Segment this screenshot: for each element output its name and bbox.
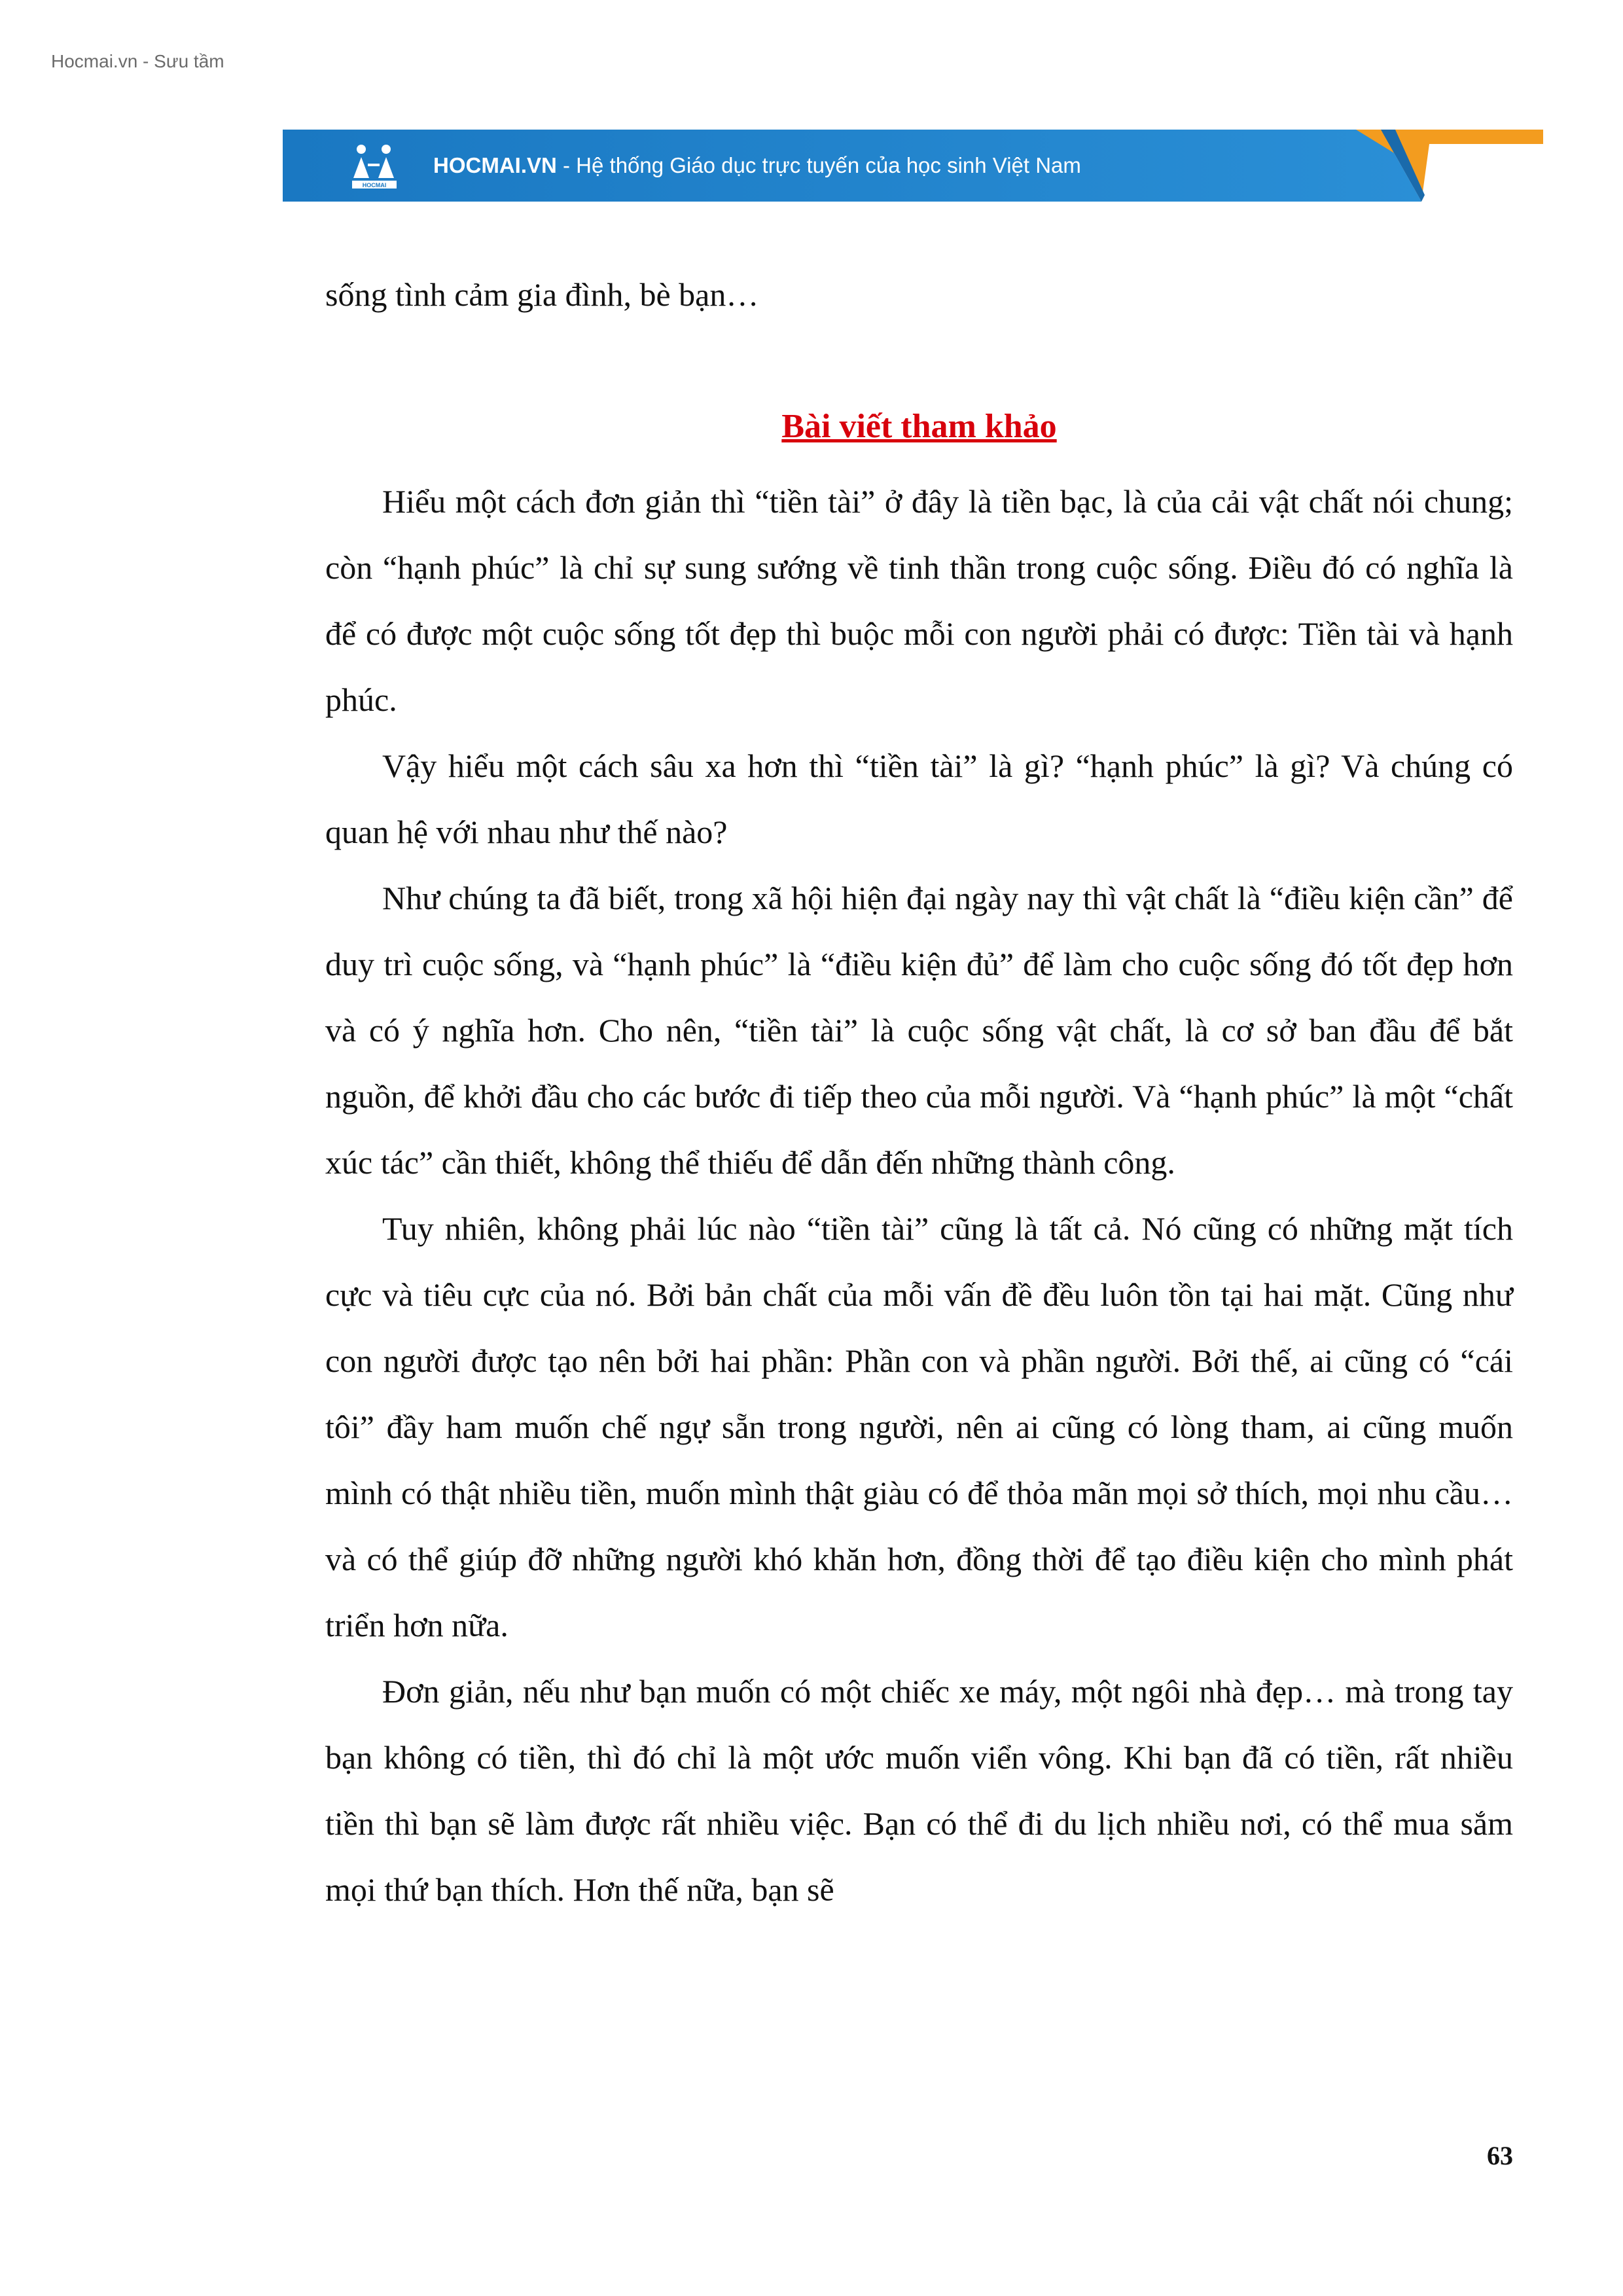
- continuation-block: [325, 262, 1513, 328]
- page-number: 63: [1487, 2141, 1513, 2170]
- continuation-line: sống tình cảm gia đình, bè bạn…: [325, 276, 759, 313]
- svg-text:HOCMAI: HOCMAI: [362, 182, 387, 188]
- paragraph: Đơn giản, nếu như bạn muốn có một chiếc xe máy, một ngôi nhà đẹp… mà trong tay bạn không có tiền, thì đó chỉ là một ước muốn viển vông. Khi bạn đã có tiền, rất nhiều tiền thì bạn sẽ làm được rất nhiều việc. Bạn có thể đi du lịch nhiều nơi, có thể mua sắm mọi thứ bạn thích. Hơn thế nữa, bạn sẽ: [325, 1673, 1513, 1908]
- header-banner: [283, 130, 1543, 202]
- paragraph: Vậy hiểu một cách sâu xa hơn thì “tiền tài” là gì? “hạnh phúc” là gì? Và chúng có quan hệ với nhau như thế nào?: [325, 747, 1513, 850]
- banner-text: [433, 130, 1081, 202]
- article-body: [325, 469, 1513, 1923]
- source-note: Hocmai.vn - Sưu tầm: [51, 51, 224, 71]
- paragraph: Hiểu một cách đơn giản thì “tiền tài” ở đây là tiền bạc, là của cải vật chất nói chung; còn “hạnh phúc” là chỉ sự sung sướng về tinh thần trong cuộc sống. Điều đó có nghĩa là để có được một cuộc sống tốt đẹp thì buộc mỗi con người phải có được: Tiền tài và hạnh phúc.: [325, 483, 1513, 718]
- brand-name: HOCMAI.VN: [433, 153, 557, 177]
- paragraph: Tuy nhiên, không phải lúc nào “tiền tài” cũng là tất cả. Nó cũng có những mặt tích cực và tiêu cực của nó. Bởi bản chất của mỗi vấn đề đều luôn tồn tại hai mặt. Cũng như con người được tạo nên bởi hai phần: Phần con và phần người. Bởi thế, ai cũng có “cái tôi” đầy ham muốn chế ngự sẵn trong người, nên ai cũng có lòng tham, ai cũng muốn mình có thật nhiều tiền, muốn mình thật giàu có để thỏa mãn mọi sở thích, mọi nhu cầu… và có thể giúp đỡ những người khó khăn hơn, đồng thời để tạo điều kiện cho mình phát triển hơn nữa.: [325, 1210, 1513, 1643]
- brand-tagline: - Hệ thống Giáo dục trực tuyến của học sinh Việt Nam: [556, 153, 1081, 177]
- section-heading: Bài viết tham khảo: [781, 408, 1057, 445]
- hocmai-logo: [348, 140, 401, 192]
- paragraph: Như chúng ta đã biết, trong xã hội hiện đại ngày nay thì vật chất là “điều kiện cần” để duy trì cuộc sống, và “hạnh phúc” là “điều kiện đủ” để làm cho cuộc sống đó tốt đẹp hơn và có ý nghĩa hơn. Cho nên, “tiền tài” là cuộc sống vật chất, là cơ sở ban đầu để bắt nguồn, để khởi đầu cho các bước đi tiếp theo của mỗi người. Và “hạnh phúc” là một “chất xúc tác” cần thiết, không thể thiếu để dẫn đến những thành công.: [325, 880, 1513, 1181]
